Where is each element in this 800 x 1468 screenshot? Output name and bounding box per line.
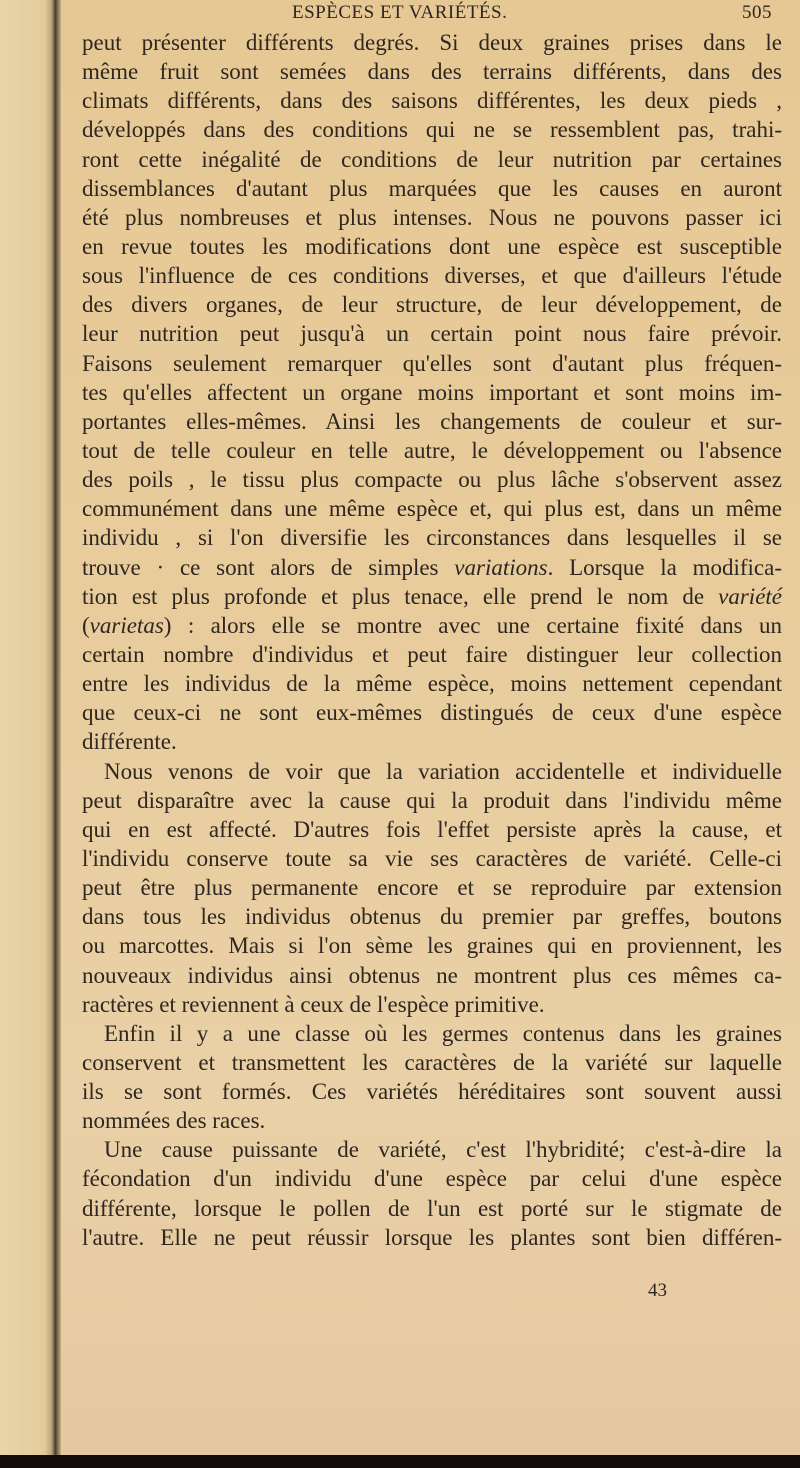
text-line: [82, 319, 782, 348]
text-line: [82, 407, 782, 436]
text-segment: peut disparaître avec la cause qui la produit dans l'individu même: [82, 787, 782, 813]
text-line: [82, 28, 782, 57]
text-segment: Faisons seulement remarquer qu'elles sont d'autant plus fréquen-: [82, 350, 782, 376]
text-segment: développés dans des conditions qui ne se ressemblent pas, trahi-: [82, 117, 782, 143]
text-segment: peut être plus permanente encore et se reproduire par extension: [82, 875, 782, 901]
italic-term: variations: [454, 554, 548, 580]
text-line: [82, 1048, 782, 1077]
text-segment: nouveaux individus ainsi obtenus ne montrent plus ces mêmes ca-: [82, 962, 782, 988]
previous-page-edge: [0, 0, 56, 1455]
text-line: [82, 902, 782, 931]
text-line: [82, 1194, 782, 1223]
text-line: [82, 378, 782, 407]
text-line: [82, 465, 782, 494]
text-segment: des divers organes, de leur structure, de leur développement, de: [82, 292, 782, 318]
text-line: [82, 698, 782, 727]
text-segment: individu , si l'on diversifie les circonstances dans lesquelles il se: [82, 525, 782, 551]
text-line: [82, 115, 782, 144]
text-segment: que ceux-ci ne sont eux-mêmes distingués de ceux d'une espèce: [82, 700, 782, 726]
text-segment: (: [82, 612, 90, 638]
text-segment: même fruit sont semées dans des terrains différents, dans des: [82, 59, 782, 85]
signature-mark: 43: [648, 1280, 667, 1301]
text-segment: qui en est affecté. D'autres fois l'effet persiste après la cause, et: [82, 816, 782, 842]
text-segment: climats différents, dans des saisons différentes, les deux pieds ,: [82, 88, 782, 114]
text-line: [82, 1077, 782, 1106]
text-line: [82, 523, 782, 552]
text-line: [82, 990, 782, 1019]
text-line: [82, 844, 782, 873]
text-segment: différente.: [82, 729, 177, 755]
text-segment: ractères et reviennent à ceux de l'espèce primitive.: [82, 991, 545, 1017]
text-line: [82, 553, 782, 582]
text-segment: trouve · ce sont alors de simples: [82, 554, 455, 580]
text-segment: ou marcottes. Mais si l'on sème les graines qui en proviennent, les: [82, 933, 782, 959]
text-segment: ils se sont formés. Ces variétés héréditaires sont souvent aussi: [82, 1079, 782, 1105]
text-segment: portantes elles-mêmes. Ainsi les changements de couleur et sur-: [82, 408, 782, 434]
text-segment: différente, lorsque le pollen de l'un est porté sur le stigmate de: [82, 1195, 782, 1221]
text-segment: fécondation d'un individu d'une espèce par celui d'une espèce: [82, 1166, 782, 1192]
italic-term: varietas: [89, 612, 164, 638]
text-line: [82, 961, 782, 990]
page-gutter: [56, 0, 61, 1455]
text-segment: des poils , le tissu plus compacte ou plus lâche s'observent assez: [82, 467, 782, 493]
text-segment: certain nombre d'individus et peut faire distinguer leur collection: [82, 641, 782, 667]
text-line: [82, 611, 782, 640]
text-segment: Enfin il y a une classe où les germes contenus dans les graines: [104, 1020, 782, 1046]
text-line: [82, 349, 782, 378]
text-segment: conservent et transmettent les caractères de la variété sur laquelle: [82, 1049, 782, 1075]
text-segment: . Lorsque la modifica-: [547, 554, 783, 580]
text-segment: été plus nombreuses et plus intenses. Nous ne pouvons passer ici: [82, 204, 782, 230]
text-line: [82, 786, 782, 815]
text-line: [82, 1223, 782, 1252]
text-segment: communément dans une même espèce et, qui plus est, dans un même: [82, 496, 782, 522]
page-number: 505: [742, 2, 772, 23]
text-line: [82, 931, 782, 960]
italic-term: variété: [718, 583, 782, 609]
text-segment: sous l'influence de ces conditions diverses, et que d'ailleurs l'étude: [82, 263, 782, 289]
text-line: [82, 873, 782, 902]
text-segment: Une cause puissante de variété, c'est l'hybridité; c'est-à-dire la: [104, 1137, 782, 1163]
text-segment: tes qu'elles affectent un organe moins important et sont moins im-: [82, 379, 782, 405]
text-line: [82, 1019, 782, 1048]
text-line: [82, 757, 782, 786]
text-segment: entre les individus de la même espèce, moins nettement cependant: [82, 671, 782, 697]
running-header: [82, 2, 782, 28]
text-segment: l'autre. Elle ne peut réussir lorsque les plantes sont bien différen-: [82, 1224, 782, 1250]
text-line: [82, 436, 782, 465]
text-segment: tion est plus profonde et plus tenace, elle prend le nom de: [82, 583, 719, 609]
text-segment: dissemblances d'autant plus marquées que les causes en auront: [82, 175, 782, 201]
text-line: [82, 582, 782, 611]
text-line: [82, 727, 782, 756]
text-segment: dans tous les individus obtenus du premier par greffes, boutons: [82, 904, 782, 930]
text-line: [82, 290, 782, 319]
text-segment: l'individu conserve toute sa vie ses caractères de variété. Celle-ci: [82, 845, 782, 871]
text-line: [82, 261, 782, 290]
text-segment: ront cette inégalité de conditions de leur nutrition par certaines: [82, 146, 782, 172]
text-segment: nommées des races.: [82, 1108, 266, 1134]
text-line: [82, 1135, 782, 1164]
text-line: [82, 669, 782, 698]
text-line: [82, 86, 782, 115]
text-segment: peut présenter différents degrés. Si deux graines prises dans le: [82, 30, 782, 55]
text-line: [82, 640, 782, 669]
text-line: [82, 145, 782, 174]
text-segment: leur nutrition peut jusqu'à un certain point nous faire prévoir.: [82, 321, 782, 347]
text-line: [82, 57, 782, 86]
running-title: ESPÈCES ET VARIÉTÉS.: [292, 2, 508, 23]
text-line: [82, 494, 782, 523]
text-segment: en revue toutes les modifications dont une espèce est susceptible: [82, 233, 782, 259]
text-segment: tout de telle couleur en telle autre, le développement ou l'absence: [82, 437, 782, 463]
text-line: [82, 232, 782, 261]
text-line: [82, 1106, 782, 1135]
text-segment: ) : alors elle se montre avec une certaine fixité dans un: [163, 612, 782, 638]
text-line: [82, 1164, 782, 1193]
text-line: [82, 203, 782, 232]
text-line: [82, 174, 782, 203]
text-line: [82, 815, 782, 844]
scan-background: [0, 1455, 800, 1468]
page-body-text: [82, 28, 782, 1252]
text-segment: Nous venons de voir que la variation accidentelle et individuelle: [104, 758, 782, 784]
